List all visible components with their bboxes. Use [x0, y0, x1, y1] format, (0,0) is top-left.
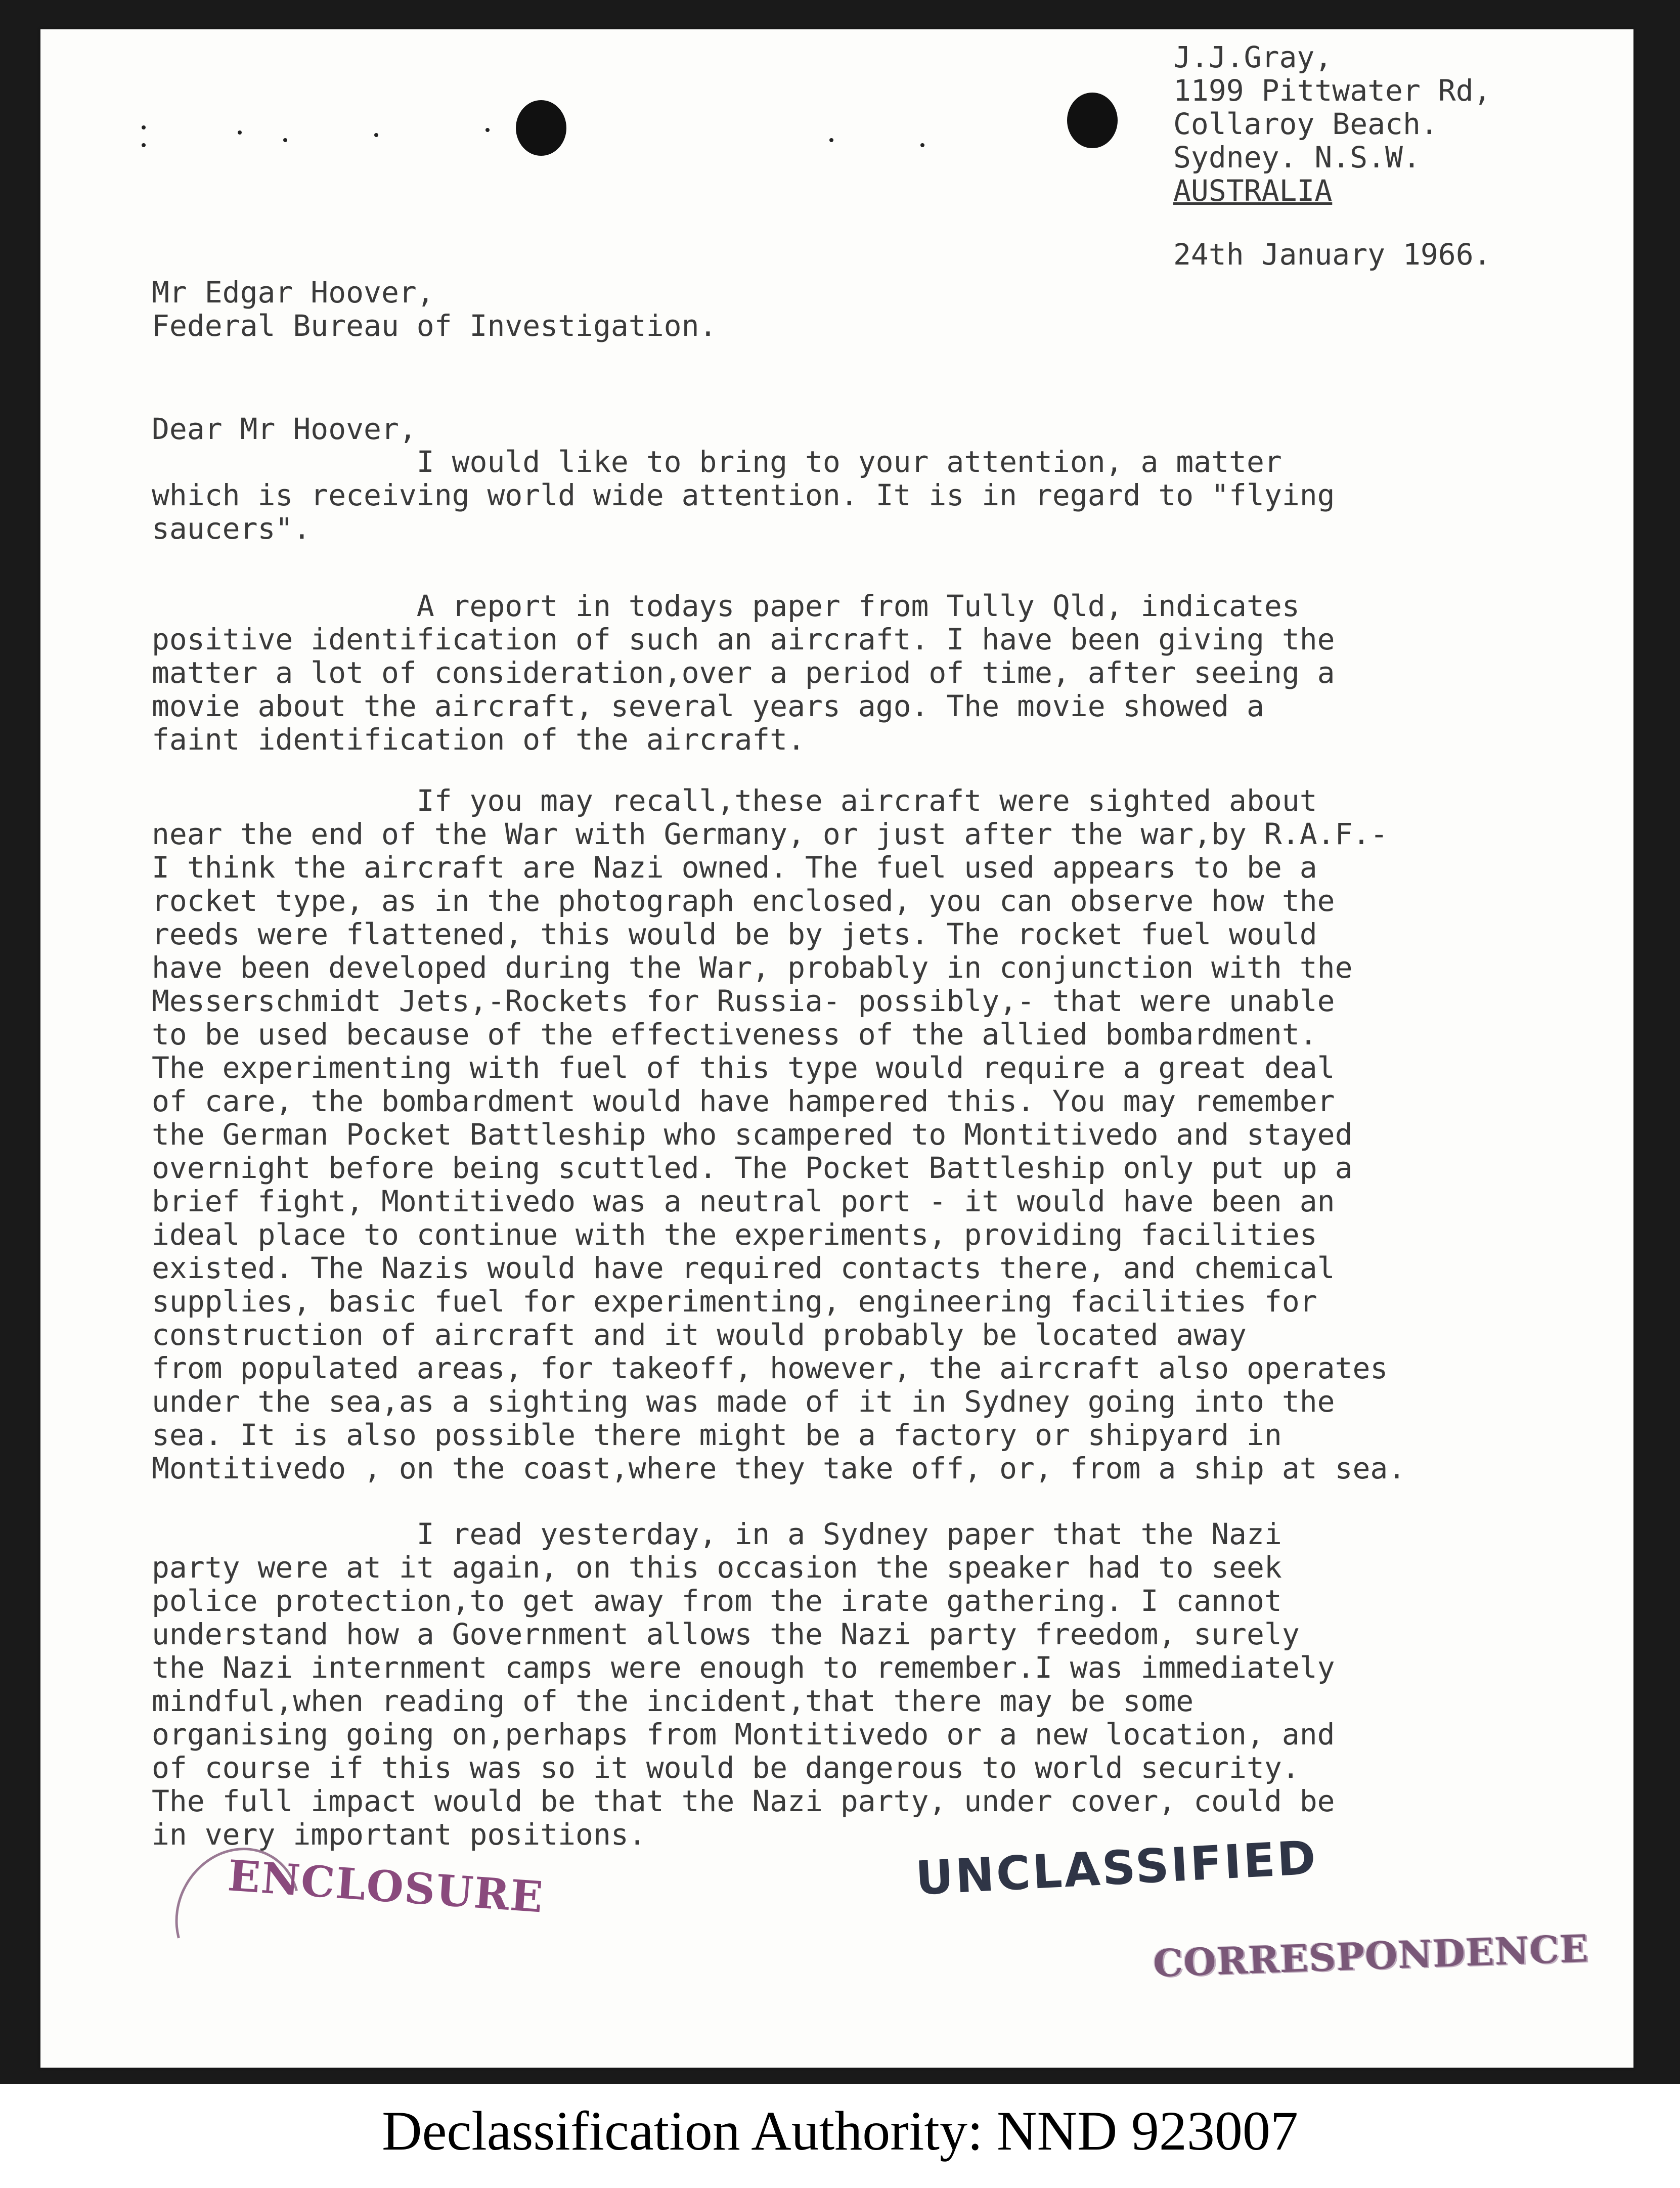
letter-date: 24th January 1966.	[1173, 237, 1491, 272]
paragraph-3: If you may recall,these aircraft were sighted about near the end of the War with Germany, or just after the war,by R.A.F.- I think the aircraft are Nazi owned. The fuel used appears to be a rocket type, as in the photograph enclosed, you can observe how the reeds were flattened, this would be by jets. The rocket fuel would have been developed during the War, probably in conjunction with the Messerschmidt Jets,-Rockets for Russia- possibly,- that were unable to be used because of the effectiveness of the allied bombardment. The experimenting with fuel of this type would require a great deal of care, the bombardment would have hampered this. You may remember the German Pocket Battleship who scampered to Montitivedo and stayed overnight before being scuttled. The Pocket Battleship only put up a brief fight, Montitivedo was a neutral port - it would have been an ideal place to continue with the experiments, providing facilities existed. The Nazis would have required contacts there, and chemical supplies, basic fuel for experimenting, engineering facilities for construction of aircraft and it would probably be located away from populated areas, for takeoff, however, the aircraft also operates under the sea,as a sighting was made of it in Sydney going into the sea. It is also possible there might be a factory or shipyard in Montitivedo , on the coast,where they take off, or, from a ship at sea.	[152, 783, 1406, 1485]
paper-speck	[142, 125, 146, 129]
paper-speck	[238, 130, 242, 135]
paper-speck	[829, 138, 833, 142]
paragraph-2: A report in todays paper from Tully Qld, indicates positive identification of such an aircraft. I have been giving the matter a lot of consideration,over a period of time, after seeing a movie about the aircraft, several years ago. The movie showed a faint identification of the aircraft.	[152, 589, 1335, 757]
correspondence-stamp: CORRESPONDENCE	[1152, 1927, 1589, 1986]
unclassified-stamp: UNCLASSIFIED	[914, 1830, 1319, 1906]
punch-hole-right	[1067, 93, 1118, 148]
recipient-block: Mr Edgar Hoover, Federal Bureau of Investigation.	[152, 275, 717, 343]
punch-hole-left	[516, 100, 566, 156]
paper-speck	[142, 143, 146, 147]
paper-speck	[485, 128, 490, 132]
sender-country: AUSTRALIA	[1173, 173, 1333, 208]
declassification-caption: Declassification Authority: NND 923007	[382, 2100, 1298, 2162]
paper-speck	[920, 143, 924, 147]
enclosure-stamp: ENCLOSURE	[226, 1850, 546, 1922]
paper-speck	[283, 138, 287, 142]
salutation: Dear Mr Hoover,	[152, 412, 417, 446]
paragraph-1: I would like to bring to your attention, a matter which is receiving world wide attention. It is in regard to "flying saucers".	[152, 445, 1335, 546]
paper-speck	[374, 133, 378, 137]
paragraph-4: I read yesterday, in a Sydney paper that the Nazi party were at it again, on this occasion the speaker had to seek police protection,to get away from the irate gathering. I cannot understand how a Government allows the Nazi party freedom, surely the Nazi internment camps were enough to remember.I was immediately mindful,when reading of the incident,that there may be some organising going on,perhaps from Montitivedo or a new location, and of course if this was so it would be dangerous to world security. The full impact would be that the Nazi party, under cover, could be in very important positions.	[152, 1517, 1335, 1852]
sender-address: J.J.Gray, 1199 Pittwater Rd, Collaroy Beach. Sydney. N.S.W. AUSTRALIA	[1173, 40, 1491, 208]
